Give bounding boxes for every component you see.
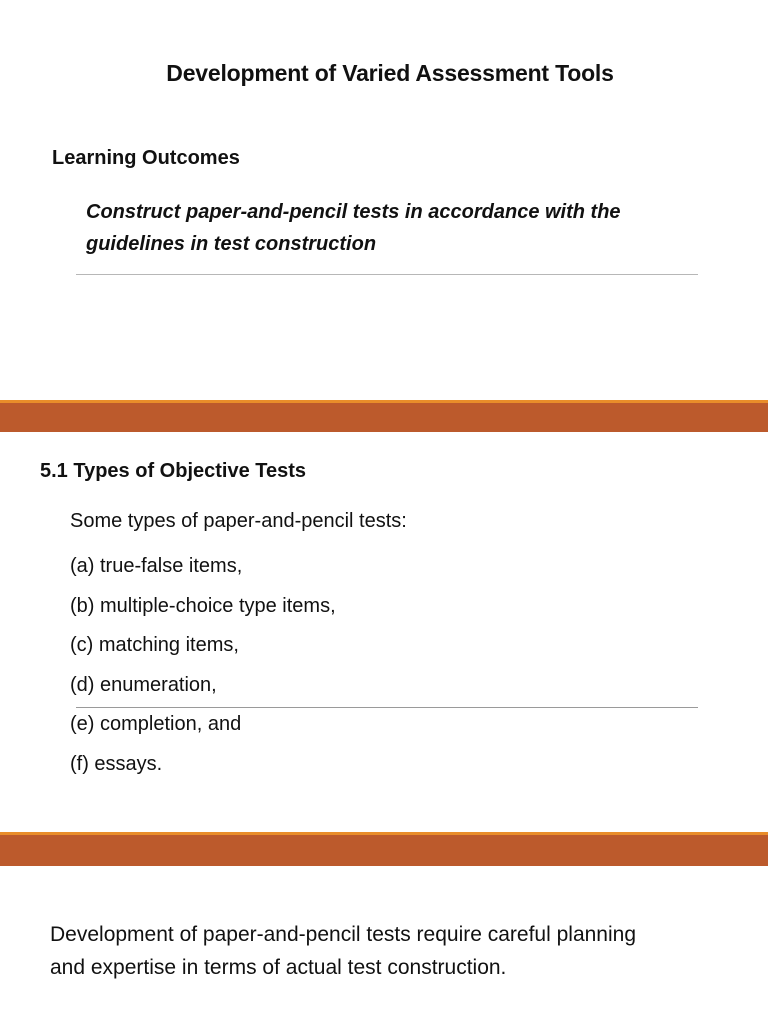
types-intro: Some types of paper-and-pencil tests: xyxy=(70,510,407,532)
learning-outcomes-heading: Learning Outcomes xyxy=(52,147,240,169)
test-types-list xyxy=(70,547,336,784)
slide-learning-outcomes xyxy=(0,0,768,400)
section-heading: 5.1 Types of Objective Tests xyxy=(40,460,307,482)
slide-separator-band xyxy=(0,832,768,866)
divider-line xyxy=(76,707,698,708)
list-item: (f) essays. xyxy=(70,752,163,775)
closing-paragraph xyxy=(50,918,740,984)
closing-line-1: Development of paper-and-pencil tests require careful planning xyxy=(50,923,637,946)
list-item: (c) matching items, xyxy=(70,634,239,656)
list-item: (d) enumeration, xyxy=(70,673,217,696)
slide-separator-band xyxy=(0,400,768,432)
slide-development-note xyxy=(0,866,768,1024)
learning-outcome-line-2: guidelines in test construction xyxy=(86,233,377,255)
closing-line-2: and expertise in terms of actual test construction. xyxy=(50,956,507,979)
list-item: (e) completion, and xyxy=(70,713,242,735)
list-item: (a) true-false items, xyxy=(70,555,243,577)
learning-outcome-line-1: Construct paper-and-pencil tests in accordance with the xyxy=(86,201,621,223)
learning-outcome-text xyxy=(86,196,726,260)
list-item: (b) multiple-choice type items, xyxy=(70,594,336,617)
slide-types-of-objective-tests xyxy=(0,432,768,832)
divider-line xyxy=(76,274,698,275)
slide-title: Development of Varied Assessment Tools xyxy=(166,60,614,86)
